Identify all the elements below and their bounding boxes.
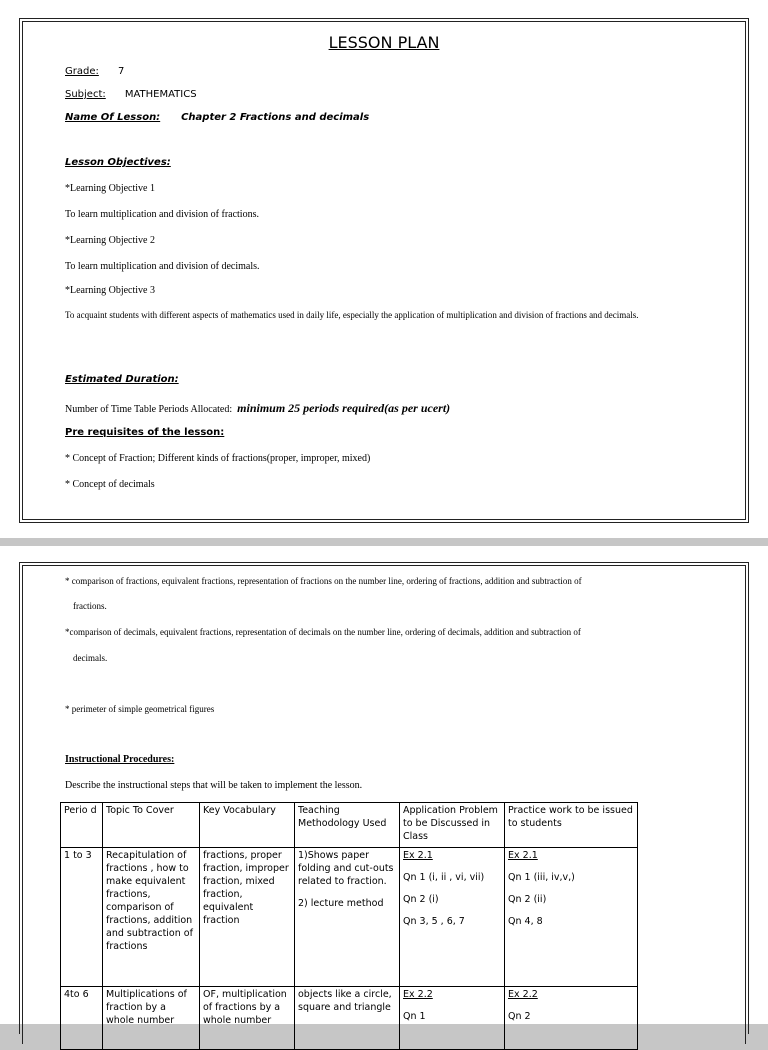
prereq-line: decimals. [73, 653, 108, 663]
question-line: Qn 1 [403, 1011, 426, 1022]
lesson-name-label: Name Of Lesson: [65, 112, 161, 123]
objective-line: To acquaint students with different aspects of mathematics used in daily life, especially the application of multiplication and division of fractions and decimals. [65, 310, 639, 320]
methodology-line: 1)Shows paper folding and cut-outs related to fraction. [298, 850, 394, 887]
header-cell: Teaching Methodology Used [295, 803, 400, 848]
table-row [61, 848, 638, 987]
objective-line: *Learning Objective 1 [65, 183, 155, 194]
grade-label: Grade: [65, 66, 99, 77]
application-cell [400, 848, 505, 987]
prereq-line: * Concept of Fraction; Different kinds of fractions(proper, improper, mixed) [65, 453, 371, 464]
question-line: Qn 1 (i, ii , vi, vii) [403, 872, 485, 883]
duration-heading: Estimated Duration: [65, 374, 179, 385]
prereq-line: * perimeter of simple geometrical figures [65, 704, 215, 714]
periods-value: minimum 25 periods required(as per ucert) [237, 401, 451, 415]
methodology-cell [295, 848, 400, 987]
exercise-label: Ex 2.1 [403, 850, 433, 861]
header-cell: Practice work to be issued to students [505, 803, 638, 848]
objective-line: *Learning Objective 2 [65, 235, 155, 246]
question-line: Qn 2 (i) [403, 894, 439, 905]
prereq-line: * comparison of fractions, equivalent fractions, representation of fractions on the number line, ordering of fractions, addition and subtraction of [65, 576, 582, 586]
objective-line: To learn multiplication and division of decimals. [65, 261, 260, 272]
prereq-line: *comparison of decimals, equivalent fractions, representation of decimals on the number line, ordering of decimals, addition and subtraction of [65, 627, 581, 637]
instructional-table [60, 802, 638, 1050]
header-cell: Key Vocabulary [200, 803, 295, 848]
question-line: Qn 2 (ii) [508, 894, 547, 905]
page-title: LESSON PLAN [328, 33, 440, 52]
period-cell: 4to 6 [61, 987, 103, 1050]
topic-cell: Multiplications of fraction by a whole number [103, 987, 200, 1050]
exercise-label: Ex 2.1 [508, 850, 538, 861]
prereq-heading: Pre requisites of the lesson: [65, 427, 225, 438]
header-cell: Topic To Cover [103, 803, 200, 848]
objective-line: *Learning Objective 3 [65, 285, 155, 296]
periods-label: Number of Time Table Periods Allocated: [65, 404, 233, 415]
vocab-cell: fractions, proper fraction, improper fraction, mixed fraction, equivalent fraction [200, 848, 295, 987]
procedures-heading: Instructional Procedures: [65, 754, 175, 765]
application-cell [400, 987, 505, 1050]
practice-cell [505, 848, 638, 987]
lesson-name-row [65, 112, 369, 123]
header-cell: Application Problem to be Discussed in Class [400, 803, 505, 848]
procedures-description: Describe the instructional steps that will be taken to implement the lesson. [65, 780, 363, 791]
practice-cell [505, 987, 638, 1050]
header-cell: Perio d [61, 803, 103, 848]
topic-cell: Recapitulation of fractions , how to make equivalent fractions, comparison of fractions, addition and subtraction of fractions [103, 848, 200, 987]
exercise-label: Ex 2.2 [403, 989, 433, 1000]
vocab-cell: OF, multiplication of fractions by a whole number [200, 987, 295, 1050]
question-line: Qn 4, 8 [508, 916, 543, 927]
subject-row [65, 89, 197, 100]
prereq-line: * Concept of decimals [65, 479, 155, 490]
objectives-heading: Lesson Objectives: [65, 157, 171, 168]
period-cell: 1 to 3 [61, 848, 103, 987]
subject-value: MATHEMATICS [124, 89, 197, 100]
question-line: Qn 2 [508, 1011, 531, 1022]
page-2 [0, 546, 768, 1024]
grade-value: 7 [117, 66, 125, 77]
lesson-name-value: Chapter 2 Fractions and decimals [181, 112, 370, 123]
table-header-row [61, 803, 638, 848]
prereq-line: fractions. [73, 601, 107, 611]
subject-label: Subject: [65, 89, 106, 100]
table-row [61, 987, 638, 1050]
periods-row [65, 401, 450, 416]
objective-line: To learn multiplication and division of fractions. [65, 209, 259, 220]
question-line: Qn 3, 5 , 6, 7 [403, 916, 465, 927]
methodology-cell: objects like a circle, square and triangle [295, 987, 400, 1050]
exercise-label: Ex 2.2 [508, 989, 538, 1000]
methodology-line: 2) lecture method [298, 898, 384, 909]
grade-row [65, 66, 124, 77]
question-line: Qn 1 (iii, iv,v,) [508, 872, 575, 883]
